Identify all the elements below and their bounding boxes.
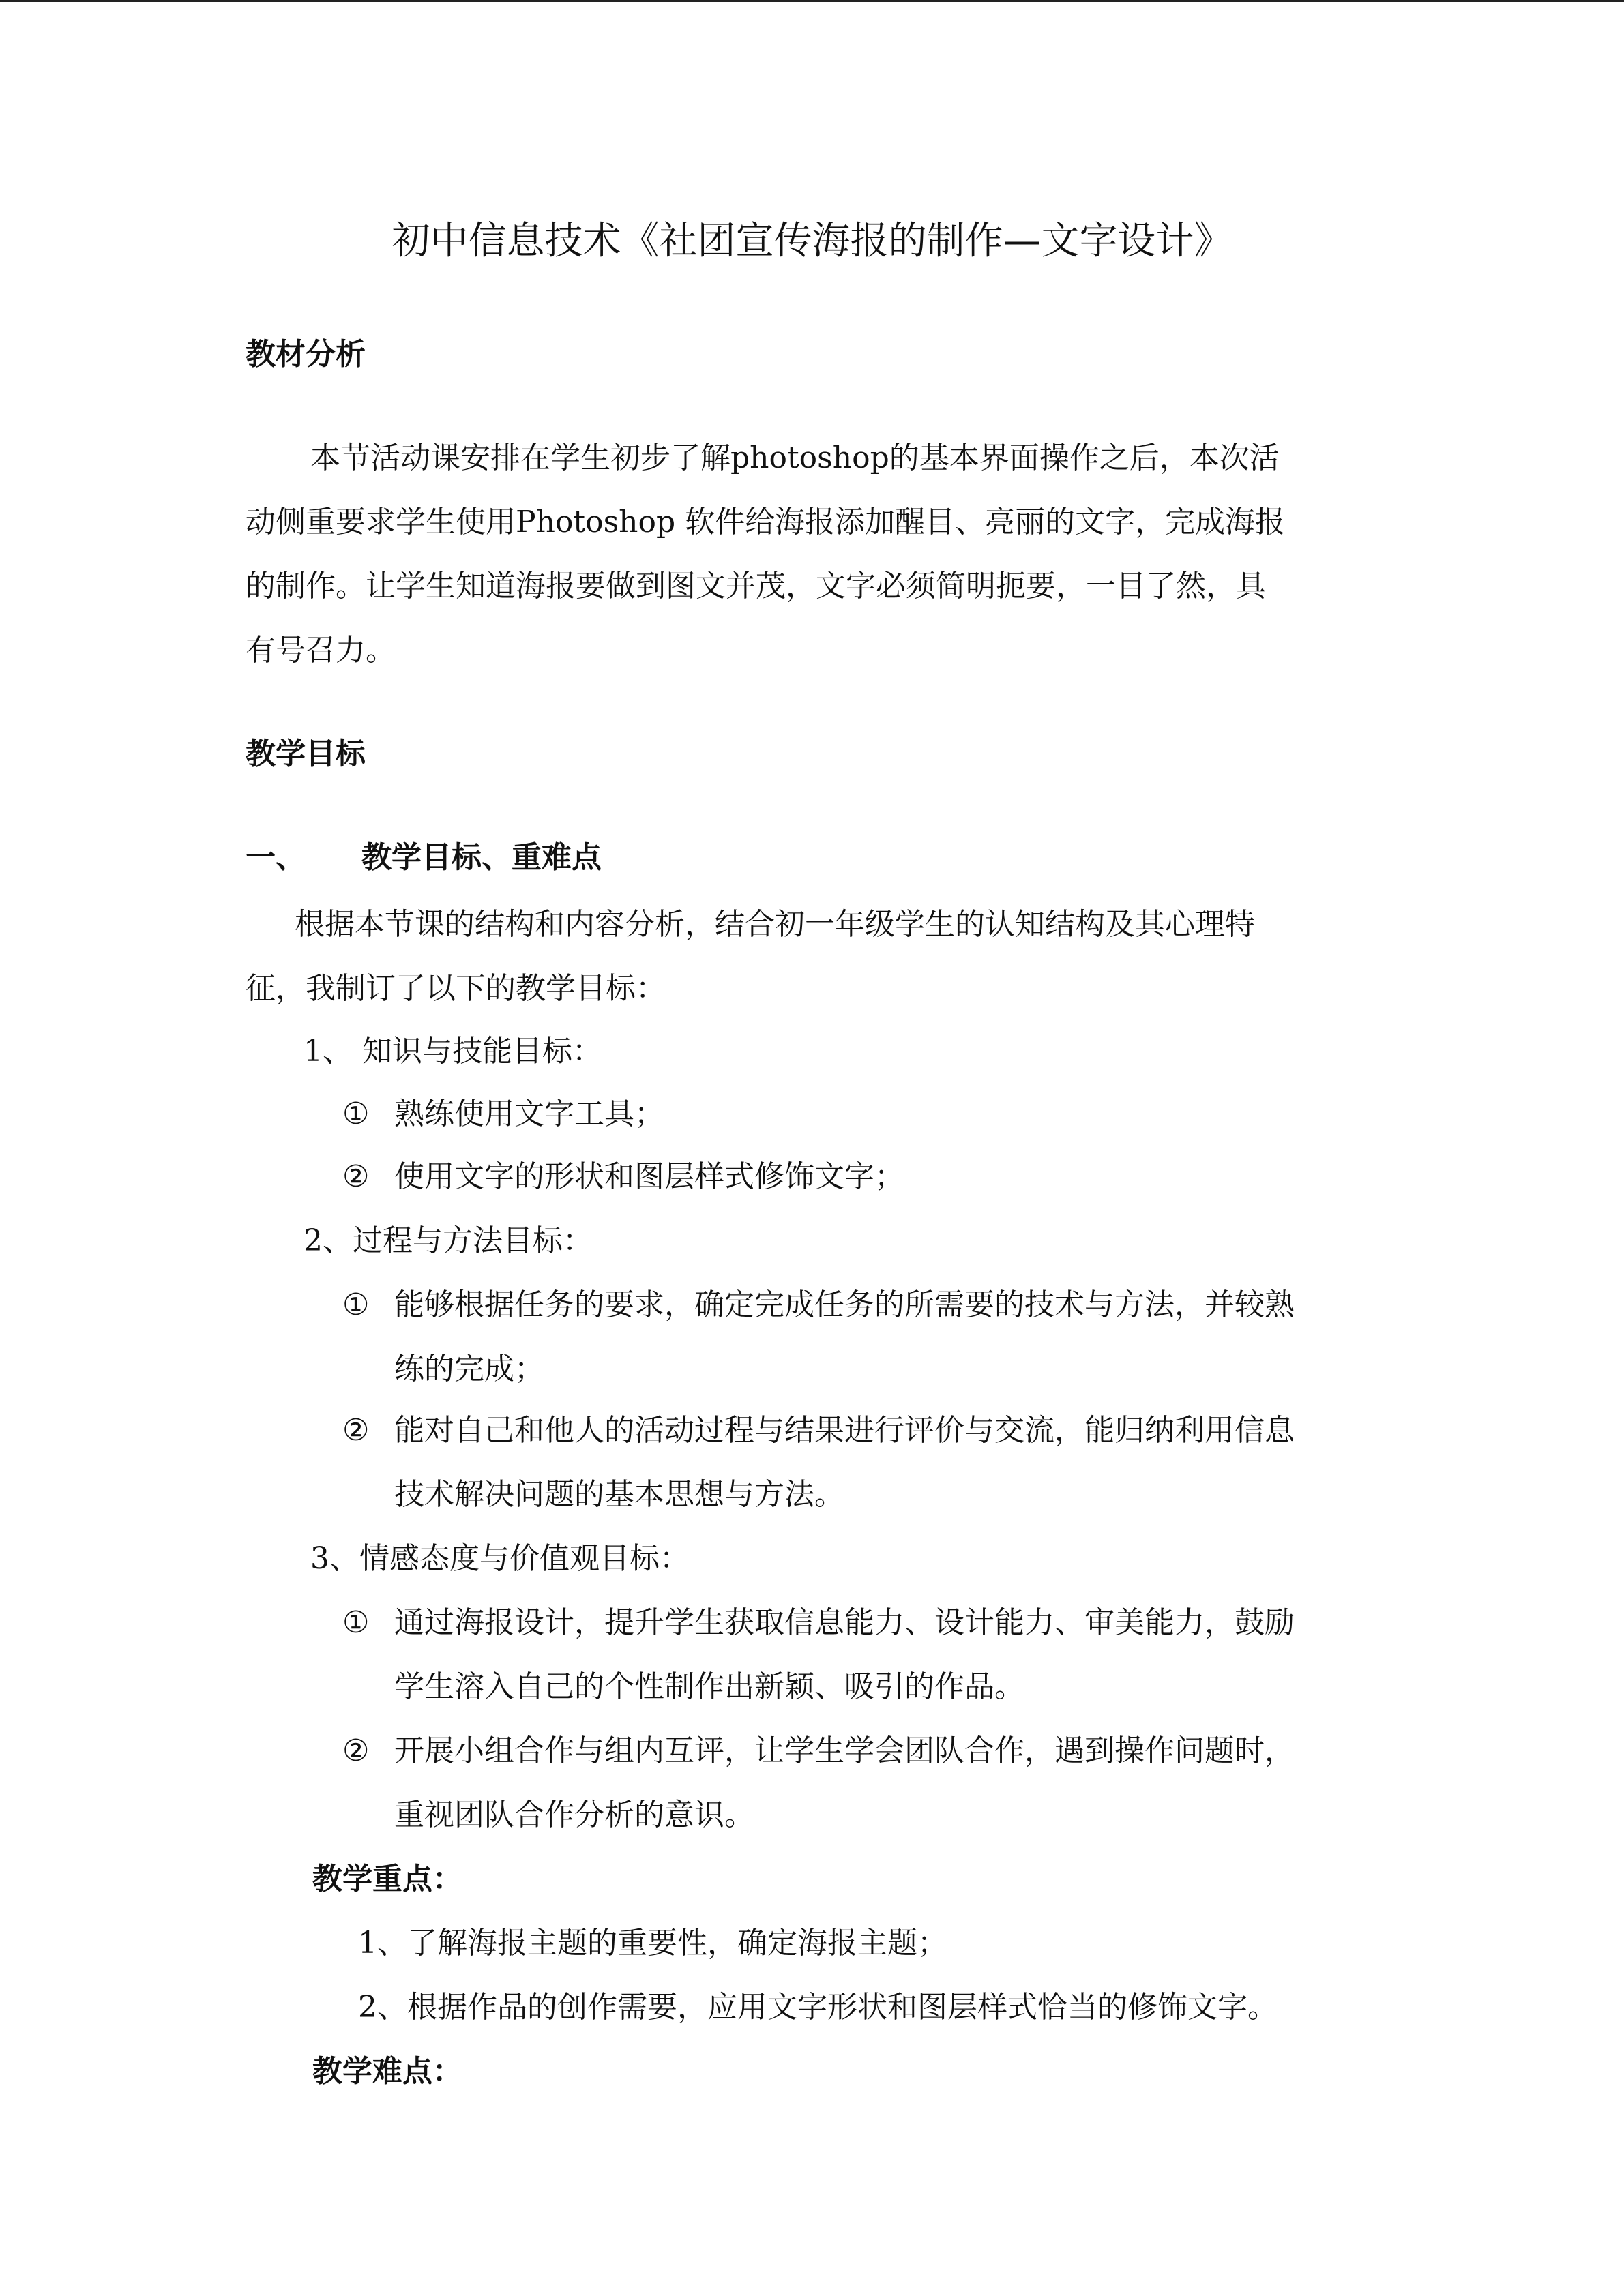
goal-2-item-1-marker: ① bbox=[342, 1287, 370, 1322]
goal-3-item-2-text-line-2: 重视团队合作分析的意识。 bbox=[394, 1798, 754, 1832]
goal-3-item-2-marker: ② bbox=[342, 1733, 370, 1768]
goals-intro-line-2: 征，我制订了以下的教学目标： bbox=[246, 971, 666, 1006]
material-paragraph-line-4: 有号召力。 bbox=[246, 633, 396, 668]
goal-3-item-2-text-line-1: 开展小组合作与组内互评，让学生学会团队合作，遇到操作问题时， bbox=[394, 1733, 1295, 1768]
subsection-number: 一、 bbox=[246, 840, 306, 875]
difficult-points-heading: 教学难点： bbox=[312, 2054, 462, 2089]
goal-2-item-1-text-line-1: 能够根据任务的要求，确定完成任务的所需要的技术与方法，并较熟 bbox=[394, 1287, 1295, 1322]
section-heading-material-analysis: 教材分析 bbox=[246, 337, 366, 372]
material-paragraph-line-3: 的制作。让学生知道海报要做到图文并茂，文字必须简明扼要，一目了然，具 bbox=[246, 569, 1266, 603]
goals-intro-line-1: 根据本节课的结构和内容分析，结合初一年级学生的认知结构及其心理特 bbox=[295, 907, 1255, 942]
key-points-heading: 教学重点： bbox=[312, 1862, 462, 1896]
section-heading-teaching-goals: 教学目标 bbox=[246, 736, 366, 771]
material-paragraph-line-1: 本节活动课安排在学生初步了解photoshop的基本界面操作之后，本次活 bbox=[310, 441, 1280, 475]
goal-1-item-2-marker: ② bbox=[342, 1159, 370, 1194]
subsection-heading: 教学目标、重难点 bbox=[361, 840, 602, 875]
key-point-2: 2、根据作品的创作需要，应用文字形状和图层样式恰当的修饰文字。 bbox=[358, 1990, 1278, 2025]
goal-2-item-2-marker: ② bbox=[342, 1413, 370, 1448]
goal-2-item-2-text-line-2: 技术解决问题的基本思想与方法。 bbox=[394, 1477, 844, 1512]
goal-3-item-1-text-line-2: 学生溶入自己的个性制作出新颖、吸引的作品。 bbox=[394, 1669, 1024, 1704]
goal-1-item-1-text: 熟练使用文字工具； bbox=[394, 1097, 664, 1131]
goal-3-item-1-text-line-1: 通过海报设计，提升学生获取信息能力、设计能力、审美能力，鼓励 bbox=[394, 1605, 1295, 1640]
goal-2-label: 2、过程与方法目标： bbox=[304, 1223, 593, 1258]
goal-3-label: 3、情感态度与价值观目标： bbox=[310, 1541, 690, 1576]
goal-1-item-1-marker: ① bbox=[342, 1097, 370, 1131]
material-paragraph-line-2: 动侧重要求学生使用Photoshop 软件给海报添加醒目、亮丽的文字，完成海报 bbox=[246, 505, 1286, 539]
goal-2-item-2-text-line-1: 能对自己和他人的活动过程与结果进行评价与交流，能归纳利用信息 bbox=[394, 1413, 1295, 1448]
goal-3-item-1-marker: ① bbox=[342, 1605, 370, 1640]
page-top-border bbox=[0, 0, 1624, 2]
goal-2-item-1-text-line-2: 练的完成； bbox=[394, 1352, 544, 1386]
document-title: 初中信息技术《社团宣传海报的制作—文字设计》 bbox=[392, 219, 1232, 263]
goal-1-label: 1、 知识与技能目标： bbox=[304, 1034, 602, 1069]
key-point-1: 1、了解海报主题的重要性，确定海报主题； bbox=[358, 1926, 947, 1960]
goal-1-item-2-text: 使用文字的形状和图层样式修饰文字； bbox=[394, 1159, 904, 1194]
